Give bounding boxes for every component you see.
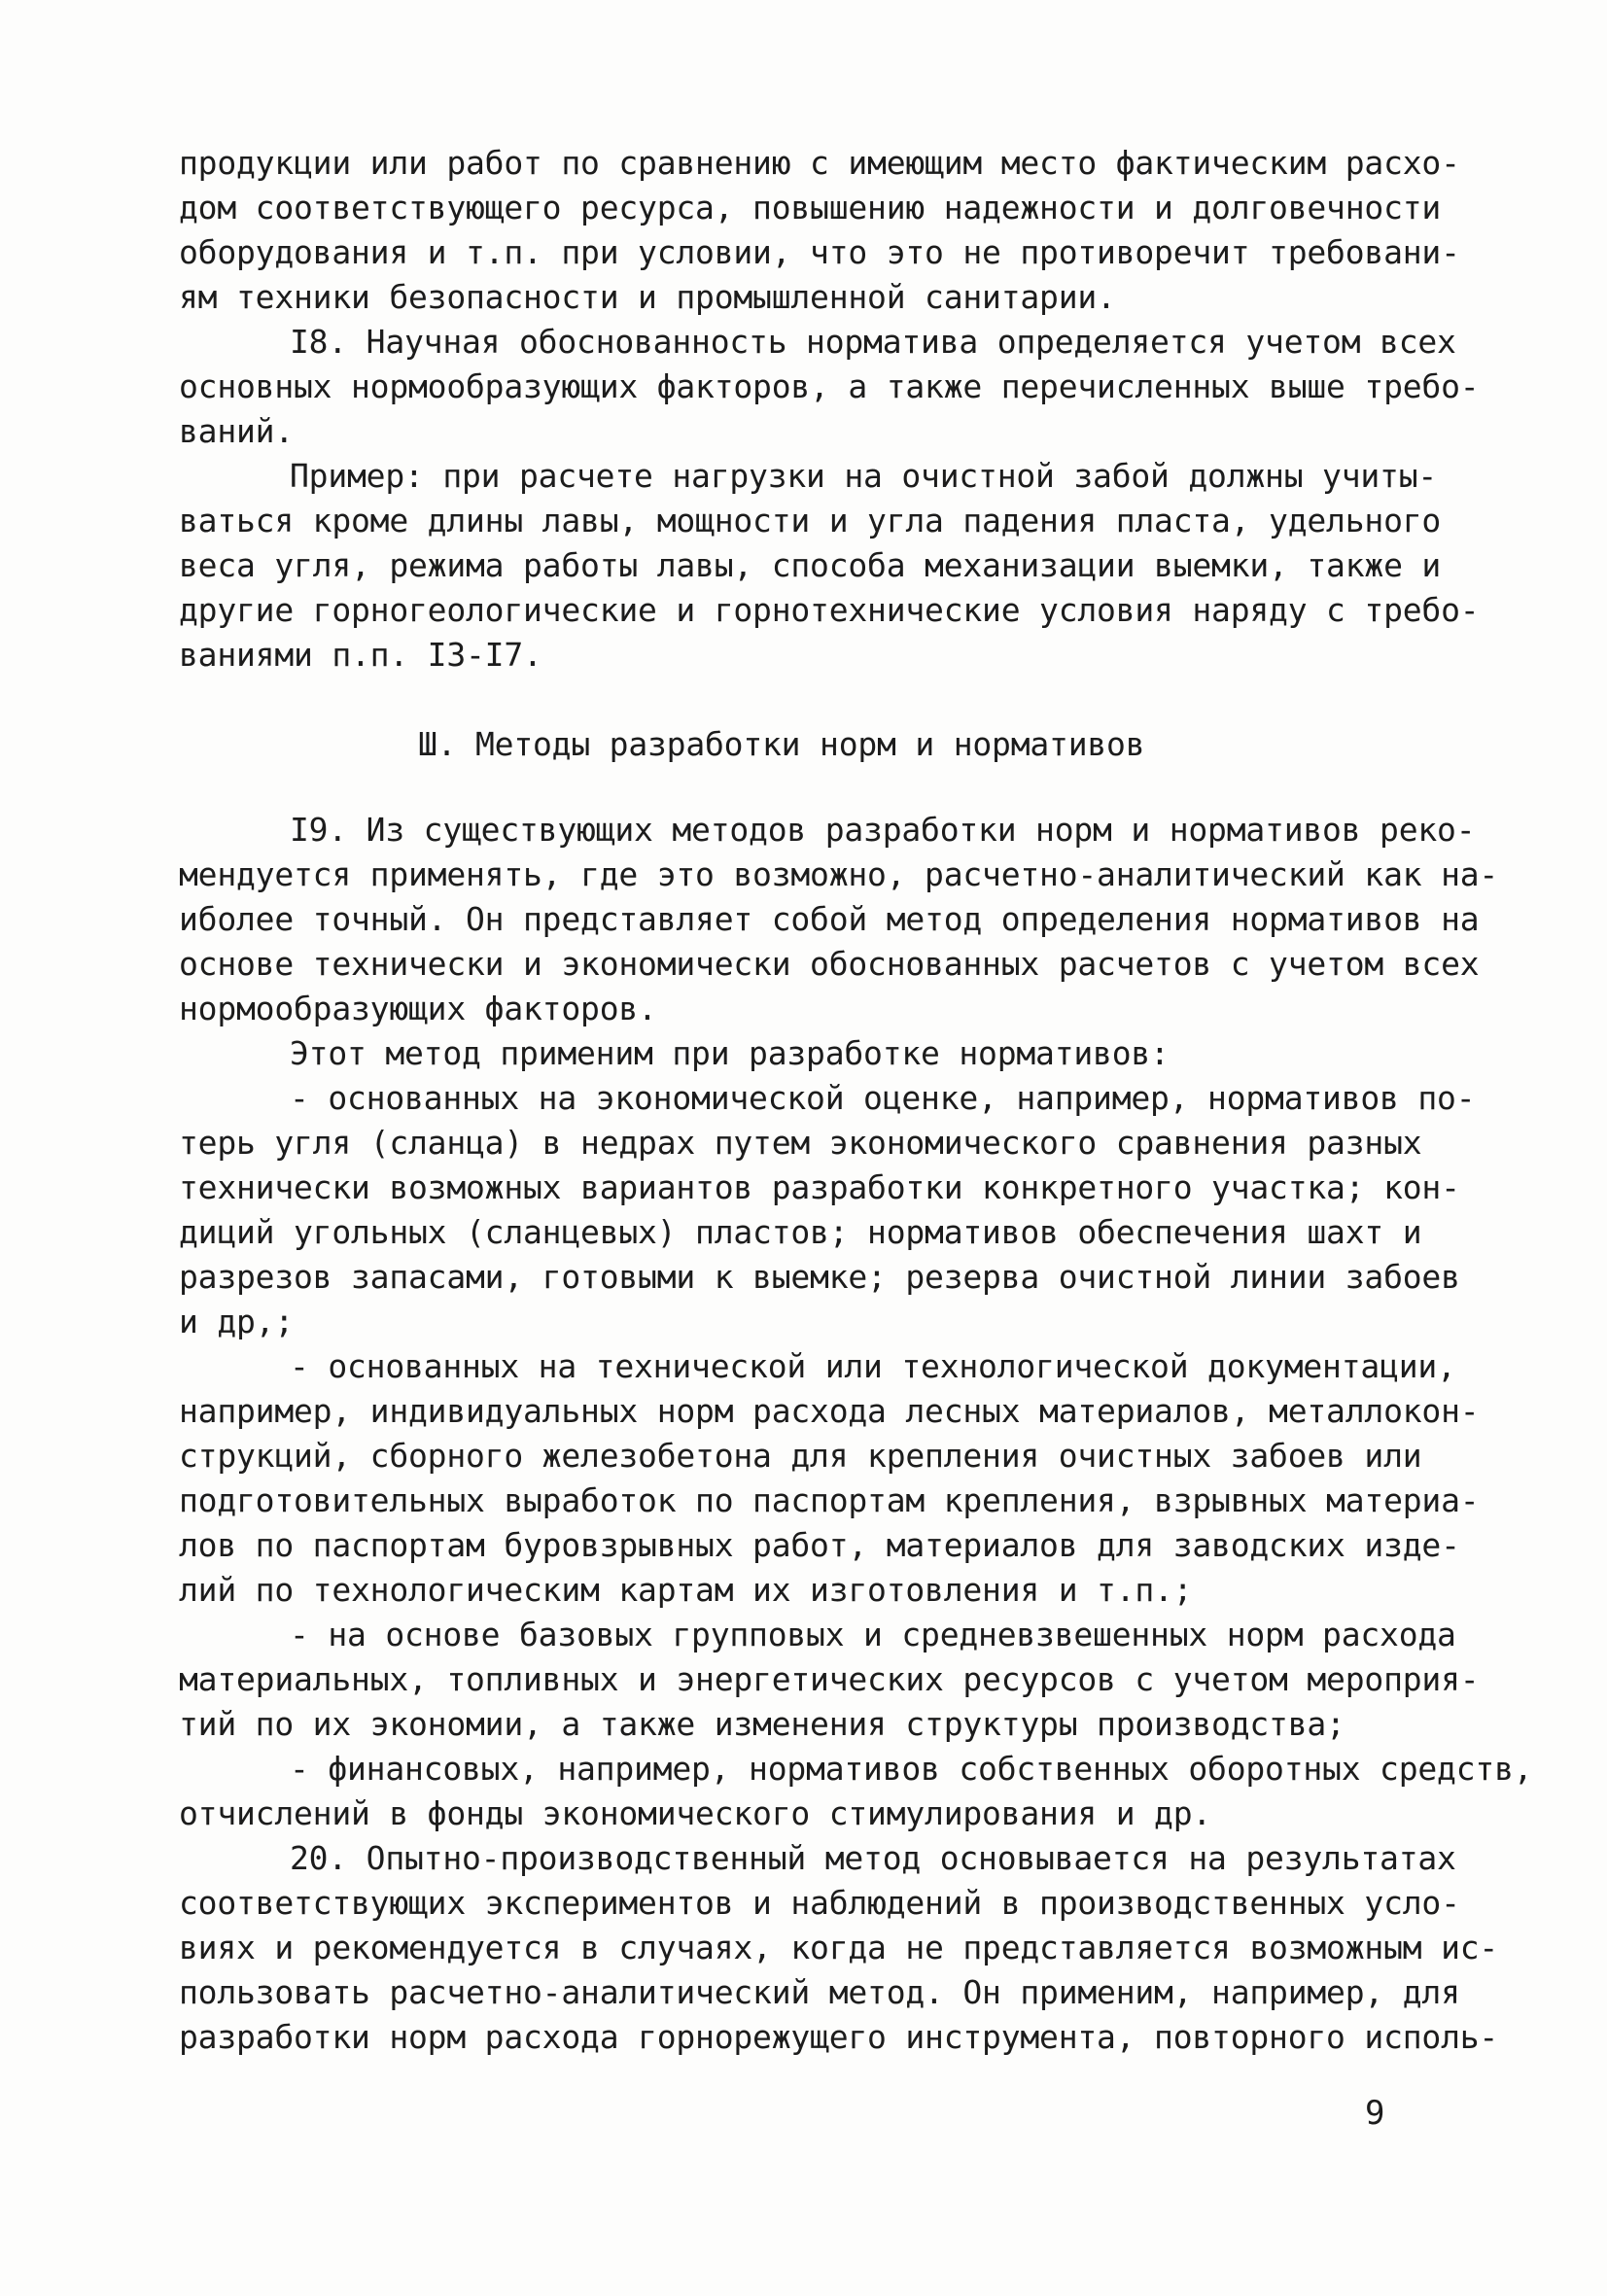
text-line: пользовать расчетно-аналитический метод. Он применим, например, для	[179, 1973, 1460, 2011]
text-line: тий по их экономии, а также изменения структуры производства;	[179, 1705, 1345, 1743]
text-line: виях и рекомендуется в случаях, когда не представляется возможным ис-	[179, 1929, 1499, 1966]
text-line: ваться кроме длины лавы, мощности и угла падения пласта, удельного	[179, 502, 1442, 539]
paragraph-start: Пример: при расчете нагрузки на очистной забой должны учиты-	[290, 457, 1438, 495]
text-line: основе технически и экономически обоснованных расчетов с учетом всех	[179, 945, 1480, 983]
text-line: и др,;	[179, 1303, 295, 1340]
text-line: ваний.	[179, 412, 295, 450]
section-title: Ш. Методы разработки норм и нормативов	[418, 725, 1145, 763]
text-line: диций угольных (сланцевых) пластов; нормативов обеспечения шахт и	[179, 1213, 1422, 1251]
text-line: разрезов запасами, готовыми к выемке; резерва очистной линии забоев	[179, 1258, 1460, 1296]
paragraph-start: 20. Опытно-производственный метод основывается на результатах	[290, 1839, 1456, 1877]
paragraph-start: I9. Из существующих методов разработки норм и нормативов реко-	[290, 811, 1476, 849]
text-line: оборудования и т.п. при условии, что это не противоречит требовани-	[179, 233, 1460, 271]
text-line: основных нормообразующих факторов, а также перечисленных выше требо-	[179, 367, 1480, 405]
text-line: лов по паспортам буровзрывных работ, материалов для заводских изде-	[179, 1526, 1460, 1564]
text-line: отчислений в фонды экономического стимулирования и др.	[179, 1794, 1212, 1832]
text-line: мендуется применять, где это возможно, расчетно-аналитический как на-	[179, 855, 1499, 893]
paragraph-start: Этот метод применим при разработке нормативов:	[290, 1034, 1170, 1072]
list-item-start: - основанных на технической или технологической документации,	[290, 1347, 1456, 1385]
text-line: терь угля (сланца) в недрах путем экономического сравнения разных	[179, 1124, 1422, 1162]
paragraph-start: I8. Научная обоснованность норматива определяется учетом всех	[290, 323, 1456, 361]
text-line: ям техники безопасности и промышленной санитарии.	[179, 278, 1116, 316]
list-item-start: - финансовых, например, нормативов собственных оборотных средств,	[290, 1750, 1533, 1788]
text-line: например, индивидуальных норм расхода лесных материалов, металлокон-	[179, 1392, 1480, 1430]
text-line: нормообразующих факторов.	[179, 990, 657, 1027]
text-line: соответствующих экспериментов и наблюдений в производственных усло-	[179, 1884, 1460, 1922]
text-line: разработки норм расхода горнорежущего инструмента, повторного исполь-	[179, 2018, 1499, 2056]
page-number: 9	[1365, 2094, 1385, 2133]
list-item-start: - на основе базовых групповых и средневзвешенных норм расхода	[290, 1616, 1456, 1653]
text-line: лий по технологическим картам их изготовления и т.п.;	[179, 1571, 1193, 1609]
text-line: иболее точный. Он представляет собой метод определения нормативов на	[179, 900, 1480, 938]
text-line: ваниями п.п. I3-I7.	[179, 636, 542, 674]
text-line: продукции или работ по сравнению с имеющим место фактическим расхо-	[179, 144, 1460, 182]
text-line: технически возможных вариантов разработки конкретного участка; кон-	[179, 1168, 1460, 1206]
text-line: материальных, топливных и энергетических ресурсов с учетом мероприя-	[179, 1660, 1480, 1698]
text-line: подготовительных выработок по паспортам крепления, взрывных материа-	[179, 1481, 1480, 1519]
list-item-start: - основанных на экономической оценке, например, нормативов по-	[290, 1079, 1476, 1117]
text-line: другие горногеологические и горнотехнические условия наряду с требо-	[179, 591, 1480, 629]
text-line: дом соответствующего ресурса, повышению надежности и долговечности	[179, 189, 1442, 226]
text-line: струкций, сборного железобетона для крепления очистных забоев или	[179, 1437, 1422, 1475]
text-line: веса угля, режима работы лавы, способа механизации выемки, также и	[179, 546, 1442, 584]
